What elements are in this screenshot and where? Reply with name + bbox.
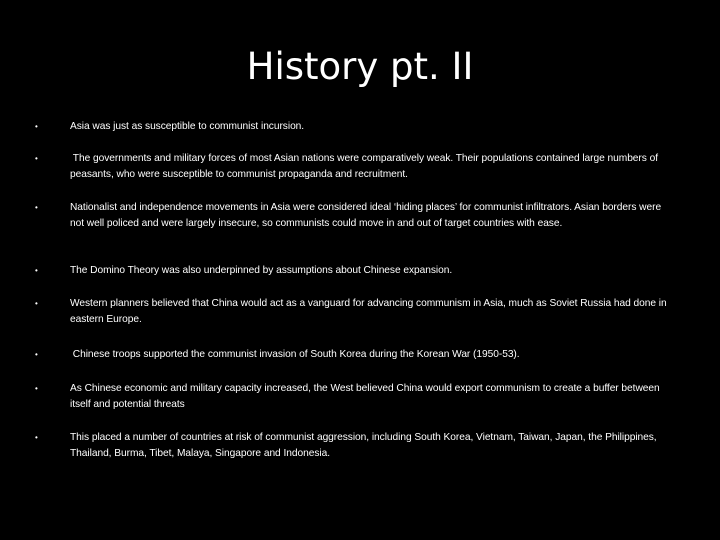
bullet-marker: • xyxy=(35,433,38,442)
bullet-marker: • xyxy=(35,299,38,308)
bullet-text: The Domino Theory was also underpinned by assumptions about Chinese expansion. xyxy=(70,265,453,276)
bullet-text: This placed a number of countries at risk of communist aggression, including South Korea, Vietnam, Taiwan, Japan, the Philippines, Thailand, Burma, Tibet, Malaya, Singapore and Indonesia. xyxy=(70,432,657,459)
bullet-text: The governments and military forces of most Asian nations were comparatively weak. Their populations contained large numbers of peasants, who were susceptible to communist propaganda and recruitment. xyxy=(70,153,661,180)
bullet-marker: • xyxy=(35,154,38,163)
slide-title: History pt. II xyxy=(246,45,474,88)
bullet-marker: • xyxy=(35,203,38,212)
bullet-text: Chinese troops supported the communist invasion of South Korea during the Korean War (1950-53). xyxy=(70,349,520,360)
bullet-text: Nationalist and independence movements in Asia were considered ideal ‘hiding places’ for communist infiltrators. Asian borders were not well policed and were largely insecure, so communists could move in and out of target countries with ease. xyxy=(70,202,662,229)
bullet-text: Asia was just as susceptible to communist incursion. xyxy=(70,121,305,132)
bullet-marker: • xyxy=(35,266,38,275)
bullet-marker: • xyxy=(35,122,38,131)
bullet-marker: • xyxy=(35,384,38,393)
bullet-text: As Chinese economic and military capacity increased, the West believed China would export communism to create a buffer between itself and potential threats xyxy=(70,383,660,410)
bullet-text: Western planners believed that China would act as a vanguard for advancing communism in Asia, much as Soviet Russia had done in eastern Europe. xyxy=(70,298,667,325)
bullet-marker: • xyxy=(35,350,38,359)
